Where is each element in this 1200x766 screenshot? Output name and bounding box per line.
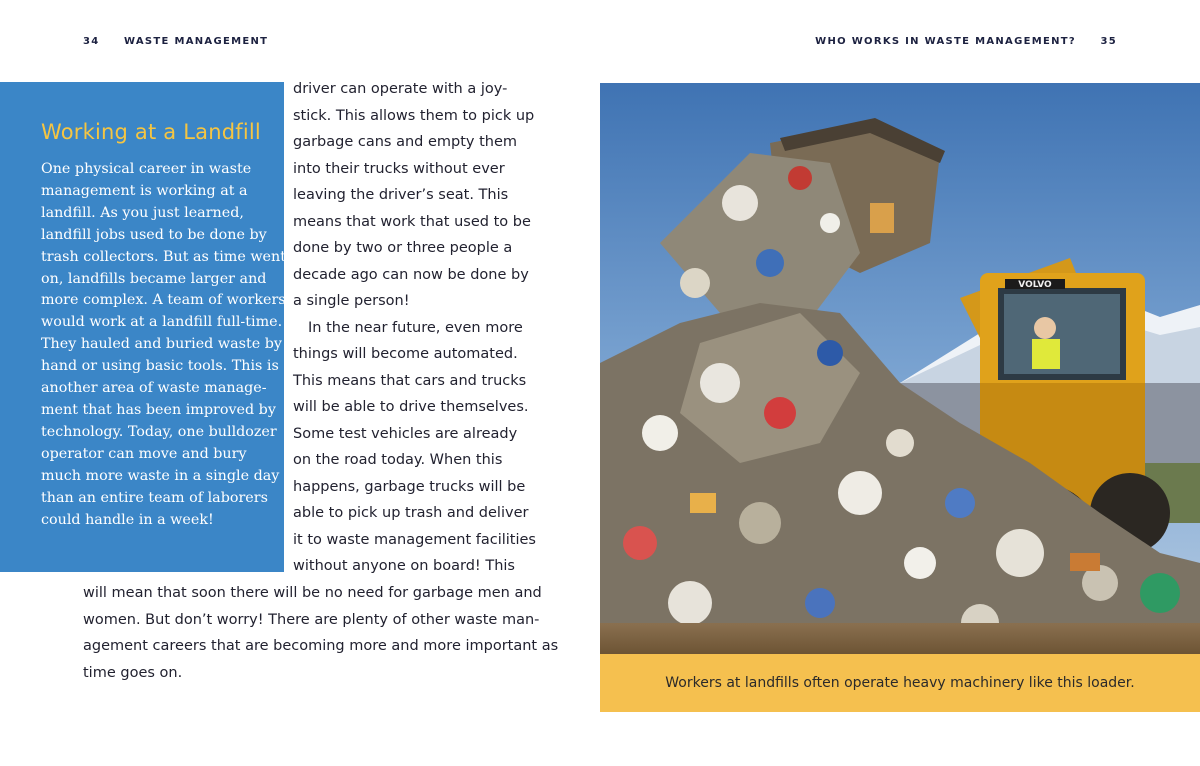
body-line: into their trucks without ever xyxy=(293,160,505,177)
paragraph-start-line: In the near future, even more xyxy=(308,319,523,336)
sidebar-line: much more waste in a single day xyxy=(41,467,280,484)
sidebar-line: another area of waste manage- xyxy=(41,380,267,397)
body-line: stick. This allows them to pick up xyxy=(293,107,535,124)
body-text-column xyxy=(293,76,536,580)
landfill-loader-photo xyxy=(600,83,1200,654)
left-page-number: 34 xyxy=(83,36,100,47)
body-line: will be able to drive themselves. xyxy=(293,399,529,415)
body-line: time goes on. xyxy=(83,664,183,681)
right-page-number: 35 xyxy=(1100,36,1117,47)
ground xyxy=(600,623,1200,654)
body-line: a single person! xyxy=(293,293,410,309)
body-line: happens, garbage trucks will be xyxy=(293,478,526,495)
sidebar-line: would work at a landfill full-time. xyxy=(41,314,283,331)
sidebar-text xyxy=(41,159,286,531)
landfill-photo-illustration xyxy=(600,83,1200,654)
body-line: on the road today. When this xyxy=(293,452,503,468)
body-line: without anyone on board! This xyxy=(293,558,515,574)
photo-caption: Workers at landfills often operate heavy machinery like this loader. xyxy=(665,675,1135,691)
body-line: Some test vehicles are already xyxy=(293,425,518,442)
body-text-bottom xyxy=(83,580,559,686)
body-line: will mean that soon there will be no need for garbage men and xyxy=(83,585,542,601)
body-line: garbage cans and empty them xyxy=(293,134,518,150)
sidebar-line: operator can move and bury xyxy=(41,445,247,462)
sidebar-line: management is working at a xyxy=(41,182,248,199)
sidebar-line: on, landfills became larger and xyxy=(41,270,267,287)
sidebar-box xyxy=(0,82,284,572)
body-line: agement careers that are becoming more and more important as xyxy=(83,638,559,654)
body-line: leaving the driver’s seat. This xyxy=(293,187,509,203)
body-line: decade ago can now be done by xyxy=(293,266,529,283)
body-line: This means that cars and trucks xyxy=(293,372,527,389)
body-line: able to pick up trash and deliver xyxy=(293,505,529,521)
body-line: things will become automated. xyxy=(293,346,518,362)
sidebar-line: ment that has been improved by xyxy=(41,401,276,418)
body-line: driver can operate with a joy- xyxy=(293,81,508,97)
photo-caption-band xyxy=(600,654,1200,712)
left-running-head: WASTE MANAGEMENT xyxy=(124,36,269,47)
sidebar-line: hand or using basic tools. This is xyxy=(41,358,279,375)
body-line: means that work that used to be xyxy=(293,213,531,230)
sidebar-line: more complex. A team of workers xyxy=(41,292,286,309)
sidebar-line: could handle in a week! xyxy=(41,511,214,528)
right-running-head: WHO WORKS IN WASTE MANAGEMENT? xyxy=(815,36,1076,47)
sidebar-line: landfill. As you just learned, xyxy=(41,204,244,221)
sidebar-line: than an entire team of laborers xyxy=(41,489,268,506)
sidebar-line: landfill jobs used to be done by xyxy=(41,226,267,243)
body-line: women. But don’t worry! There are plenty of other waste man- xyxy=(83,611,540,628)
sidebar-line: One physical career in waste xyxy=(41,161,252,177)
sidebar-title: Working at a Landfill xyxy=(41,120,261,144)
loader-brand-label: VOLVO xyxy=(1018,280,1052,290)
sidebar-line: trash collectors. But as time went xyxy=(41,248,286,265)
sidebar-line: technology. Today, one bulldozer xyxy=(41,423,277,440)
body-line: it to waste management facilities xyxy=(293,531,536,548)
sidebar-line: They hauled and buried waste by xyxy=(41,336,282,353)
body-line: done by two or three people a xyxy=(293,240,513,256)
